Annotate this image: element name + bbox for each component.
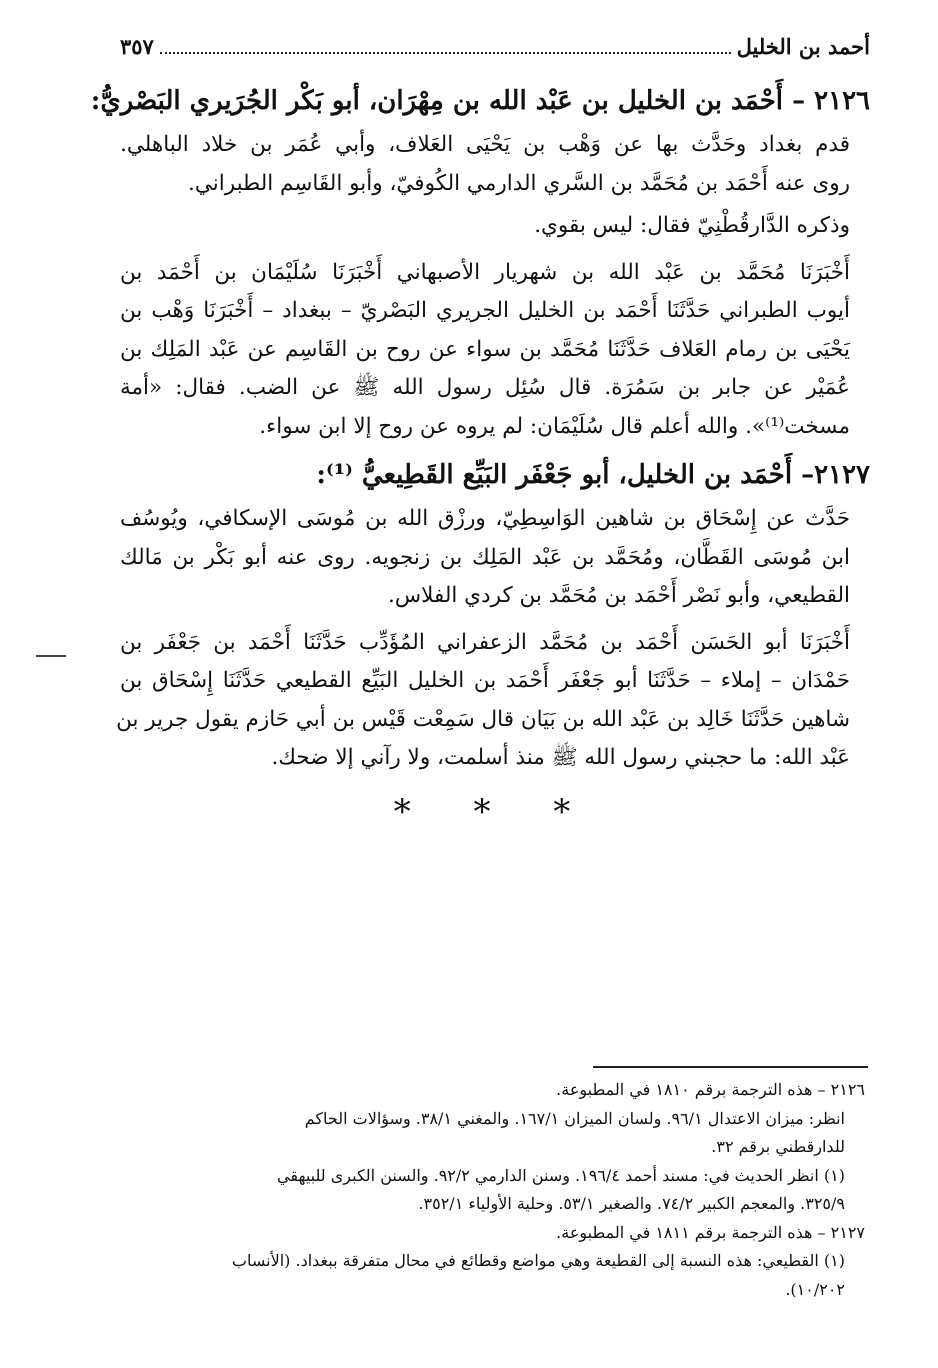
footnote-line: ٢١٢٧ – هذه الترجمة برقم ١٨١١ في المطبوعة.: [556, 1222, 865, 1242]
page-body: [90, 34, 870, 842]
text-line: روى عنه أَحْمَد بن مُحَمَّد بن السَّري الدارمي الكُوفيّ، وأبو القَاسِم الطبراني.: [188, 170, 850, 196]
running-title: أحمد بن الخليل: [736, 34, 870, 59]
running-header: [120, 34, 870, 74]
text-line: قدم بغداد وحَدَّث بها عن وَهْب بن يَحْيَى العَلاف، وأبي عُمَر بن خلاد الباهلي.: [120, 132, 850, 157]
entry-2126-paragraph-1: [120, 126, 870, 203]
text-line: عَبْد الله: ما حجبني رسول الله ﷺ منذ أسلمت، ولا رآني إلا ضحك.: [271, 745, 850, 770]
text-line: يَحْيَى بن رمام العَلاف حَدَّثَنَا مُحَمَّد بن سواء عن روح بن القَاسِم عن عَبْد المَلِك بن: [120, 336, 850, 362]
text-line: شاهين حَدَّثَنَا خَالِد بن عَبْد الله بن بَيَان قال سَمِعْت قَيْس بن أبي حَازم يقول جرير بن: [116, 706, 850, 732]
footnote-line: (١) انظر الحديث في: مسند أحمد ١٩٦/٤. وسنن الدارمي ٩٢/٢. والسنن الكبرى للبيهقي: [277, 1165, 845, 1185]
footnote-line: للدارقطني برقم ٣٢.: [711, 1137, 845, 1156]
footnote-line: ١٠/٢٠٢).: [785, 1279, 845, 1299]
footnote-line: ٢١٢٦ – هذه الترجمة برقم ١٨١٠ في المطبوعة.: [556, 1080, 865, 1099]
text-line: أَخْبَرَنَا أبو الحَسَن أَحْمَد بن مُحَمَّد الزعفراني المُؤَدِّب حَدَّثَنَا أَحْمَد بن جَعْفَر بن: [120, 629, 850, 655]
text-line: حَدَّث عن إِسْحَاق بن شاهين الوَاسِطِيّ، ورزْق الله بن مُوسَى الإسكافي، ويُوسُف: [120, 506, 850, 531]
page-number: ٣٥٧: [120, 34, 154, 59]
text-line: حَمْدَان – إملاء – حَدَّثَنَا أبو جَعْفَر أَحْمَد بن الخليل البَيِّع القطيعي حَدَّثَنَا إِسْحَاق بن: [120, 668, 850, 693]
text-line: أيوب الطبراني حَدَّثَنَا أَحْمَد بن الخليل الجريري البَصْريّ – ببغداد – أَخْبَرَنَا وَهْب بن: [120, 298, 850, 323]
text-line: ابن مُوسَى القَطَّان، ومُحَمَّد بن عَبْد المَلِك بن زنجويه. روى عنه أبو بَكْر بن مَالك: [120, 544, 850, 570]
entry-title-2126: ٢١٢٦ – أَحْمَد بن الخليل بن عَبْد الله بن مِهْرَان، أبو بَكْر الجُرَيري البَصْريُّ:: [90, 86, 870, 116]
text-line: مسخت⁽¹⁾». والله أعلم قال سُلَيْمَان: لم يروه عن روح إلا ابن سواء.: [259, 413, 850, 439]
footnote-rule: [593, 1066, 868, 1068]
entry-2127-paragraph-2: [116, 624, 870, 778]
entry-2126-paragraph-3: [120, 254, 870, 447]
footnote-line: ٣٢٥/٩. والمعجم الكبير ٧٤/٢. والصغير ٥٣/١. وحلية الأولياء ٣٥٢/١.: [418, 1194, 845, 1213]
text-line: وذكره الدَّارقُطْنِيّ فقال: ليس بقوي.: [534, 213, 850, 238]
entry-2126-paragraph-2: [120, 207, 870, 246]
entry-title-2127: ٢١٢٧– أَحْمَد بن الخليل، أبو جَعْفَر البَيِّع القَطِيعيُّ ⁽¹⁾:: [316, 460, 870, 490]
entry-2127-paragraph-1: [120, 500, 870, 616]
footnotes: [120, 1076, 865, 1304]
margin-mark: [36, 655, 66, 660]
text-line: القطيعي، وأبو نَصْر أَحْمَد بن مُحَمَّد بن كردي الفلاس.: [388, 583, 850, 608]
leader-dots: [160, 52, 731, 54]
text-line: أَخْبَرَنَا مُحَمَّد بن عَبْد الله بن شهريار الأصبهاني أَخْبَرَنَا سُلَيْمَان بن أَحْمَد بن: [120, 259, 850, 285]
section-separator: * * *: [393, 791, 597, 832]
text-line: عُمَيْر عن جابر بن سَمُرَة. قال سُئِل رسول الله ﷺ عن الضب. فقال: «أمة: [120, 375, 850, 400]
footnote-line: (١) القطيعي: هذه النسبة إلى القطيعة وهي مواضع وقطائع في محال متفرقة ببغداد. (الأنساب: [231, 1251, 845, 1270]
footnote-line: انظر: ميزان الاعتدال ٩٦/١. ولسان الميزان ١٦٧/١. والمغني ٣٨/١. وسؤالات الحاكم: [304, 1108, 845, 1128]
